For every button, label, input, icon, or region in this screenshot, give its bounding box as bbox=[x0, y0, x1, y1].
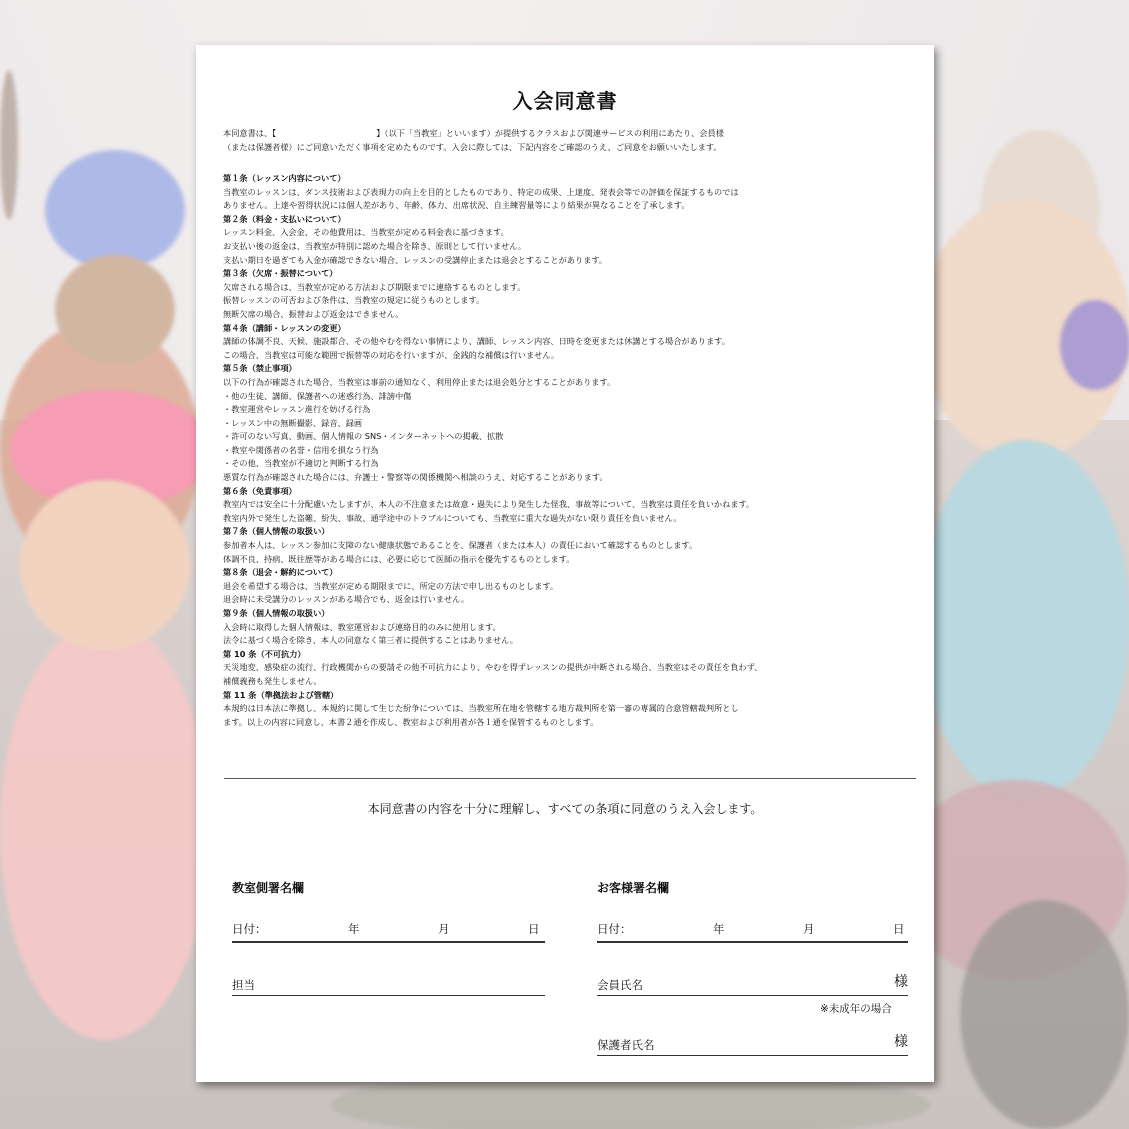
article-line: 法令に基づく場合を除き、本人の同意なく第三者に提供することはありません。 bbox=[223, 635, 518, 646]
agreement-statement: 本同意書の内容を十分に理解し、すべての条項に同意のうえ入会します。 bbox=[367, 802, 763, 816]
article-line: ・レッスン中の無断撮影、録音、録画 bbox=[223, 417, 363, 428]
document-title: 入会同意書 bbox=[512, 89, 618, 113]
article-line: 振替レッスンの可否および条件は、当教室の規定に従うものとします。 bbox=[223, 295, 485, 306]
article-line: 講師の体調不良、天候、施設都合、その他やむを得ない事情により、講師、レッスン内容、日時を変更または休講とする場合があります。 bbox=[223, 336, 730, 347]
article-line: 教室内では安全に十分配慮いたしますが、本人の不注意または故意・過失により発生した怪我、事故等について、当教室は責任を負いかねます。 bbox=[223, 499, 755, 510]
article-heading: 第５条（禁止事項） bbox=[223, 363, 297, 374]
article-line: お支払い後の返金は、当教室が特別に認めた場合を除き、原則として行いません。 bbox=[223, 240, 527, 251]
articles-list bbox=[223, 172, 913, 729]
article-line: ・他の生徒、講師、保護者への迷惑行為、誹謗中傷 bbox=[223, 390, 412, 401]
divider bbox=[224, 778, 916, 779]
article-line: 参加者本人は、レッスン参加に支障のない健康状態であることを、保護者（または本人）の責任において確認するものとします。 bbox=[223, 540, 698, 551]
article-line: ・教室や関係者の名誉・信用を損なう行為 bbox=[223, 444, 379, 455]
article-heading: 第 11 条（準拠法および管轄） bbox=[223, 689, 339, 700]
article-heading: 第 10 条（不可抗力） bbox=[223, 648, 306, 659]
article-line: 当教室のレッスンは、ダンス技術および表現力の向上を目的としたものであり、特定の成果、上達度、発表会等での評価を保証するものでは bbox=[223, 186, 739, 197]
article-heading: 第８条（退会・解約について） bbox=[223, 567, 338, 578]
article-heading: 第９条（個人情報の取扱い） bbox=[223, 608, 330, 618]
article-line: 補償義務も発生しません。 bbox=[223, 675, 322, 686]
article-heading: 第４条（講師・レッスンの変更） bbox=[223, 322, 346, 333]
article-line: ありません。上達や習得状況には個人差があり、年齢、体力、出席状況、自主練習量等により結果が異なることを了承します。 bbox=[223, 200, 690, 211]
article-heading: 第１条（レッスン内容について） bbox=[223, 173, 346, 183]
article-line: 無断欠席の場合、振替および返金はできません。 bbox=[223, 308, 404, 319]
article-line: 体調不良、持病、既往歴等がある場合には、必要に応じて医師の指示を優先するものとします。 bbox=[223, 553, 575, 564]
article-line: レッスン料金、入会金、その他費用は、当教室が定める料金表に基づきます。 bbox=[223, 227, 509, 238]
school-signature-title: 教室側署名欄 bbox=[232, 881, 305, 895]
article-line: ・許可のない写真、動画、個人情報の SNS・インターネットへの掲載、拡散 bbox=[223, 431, 504, 442]
article-line: 支払い期日を過ぎても入金が確認できない場合、レッスンの受講停止または退会とすることがあります。 bbox=[223, 254, 608, 265]
article-line: 教室内外で発生した盗難、紛失、事故、通学途中のトラブルについても、当教室に重大な過失がない限り責任を負いません。 bbox=[223, 512, 682, 523]
article-line: 天災地変、感染症の流行、行政機関からの要請その他不可抗力により、やむを得ずレッスンの提供が中断される場合、当教室はその責任を負わず、 bbox=[223, 662, 763, 673]
consent-form-sheet bbox=[196, 45, 934, 1082]
customer-date-field[interactable]: 日付： 年 月 日 bbox=[597, 919, 908, 943]
guardian-name-field[interactable]: 保護者氏名 様 bbox=[597, 1035, 908, 1056]
article-line: 退会時に未受講分のレッスンがある場合でも、返金は行いません。 bbox=[223, 594, 470, 605]
article-line: 欠席される場合は、当教室が定める方法および期限までに連絡するものとします。 bbox=[223, 281, 526, 292]
article-line: 本規約は日本法に準拠し、本規約に関して生じた紛争については、当教室所在地を管轄する地方裁判所を第一審の専属的合意管轄裁判所とし bbox=[223, 703, 739, 714]
article-line: 退会を希望する場合は、当教室が定める期限までに、所定の方法で申し出るものとします。 bbox=[223, 580, 559, 591]
article-line: 入会時に取得した個人情報は、教室運営および連絡目的のみに使用します。 bbox=[223, 621, 501, 632]
article-heading: 第３条（欠席・振替について） bbox=[223, 268, 338, 279]
minor-note: ※未成年の場合 bbox=[820, 1003, 892, 1015]
article-heading: 第２条（料金・支払いについて） bbox=[223, 213, 346, 224]
article-heading: 第６条（免責事項） bbox=[223, 485, 297, 496]
intro-paragraph: 本同意書は、【 】（以下「当教室」といいます）が提供するクラスおよび関連サービスの利用にあたり、会員様 （または保護者様）にご同意いただく事項を定めたものです。入会に際しては、下記内容をご確認のうえ、ご同意をお願いいたします。 bbox=[223, 128, 724, 152]
article-line: 悪質な行為が確認された場合には、弁護士・警察等の関係機関へ相談のうえ、対応することがあります。 bbox=[223, 472, 608, 483]
article-line: 以下の行為が確認された場合、当教室は事前の通知なく、利用停止または退会処分とすることがあります。 bbox=[223, 376, 616, 387]
article-line: ・教室運営やレッスン進行を妨げる行為 bbox=[223, 404, 371, 415]
customer-signature-title: お客様署名欄 bbox=[597, 881, 670, 895]
staff-field[interactable]: 担当 bbox=[232, 975, 545, 996]
member-name-field[interactable]: 会員氏名 様 bbox=[597, 975, 908, 996]
article-line: この場合、当教室は可能な範囲で振替等の対応を行いますが、金銭的な補償は行いません。 bbox=[223, 349, 560, 360]
article-line: ます。以上の内容に同意し、本書２通を作成し、教室および利用者が各１通を保管するものとします。 bbox=[223, 716, 599, 727]
school-date-field[interactable]: 日付： 年 月 日 bbox=[232, 919, 545, 943]
article-line: ・その他、当教室が不適切と判断する行為 bbox=[223, 458, 379, 469]
article-heading: 第７条（個人情報の取扱い） bbox=[223, 526, 330, 537]
